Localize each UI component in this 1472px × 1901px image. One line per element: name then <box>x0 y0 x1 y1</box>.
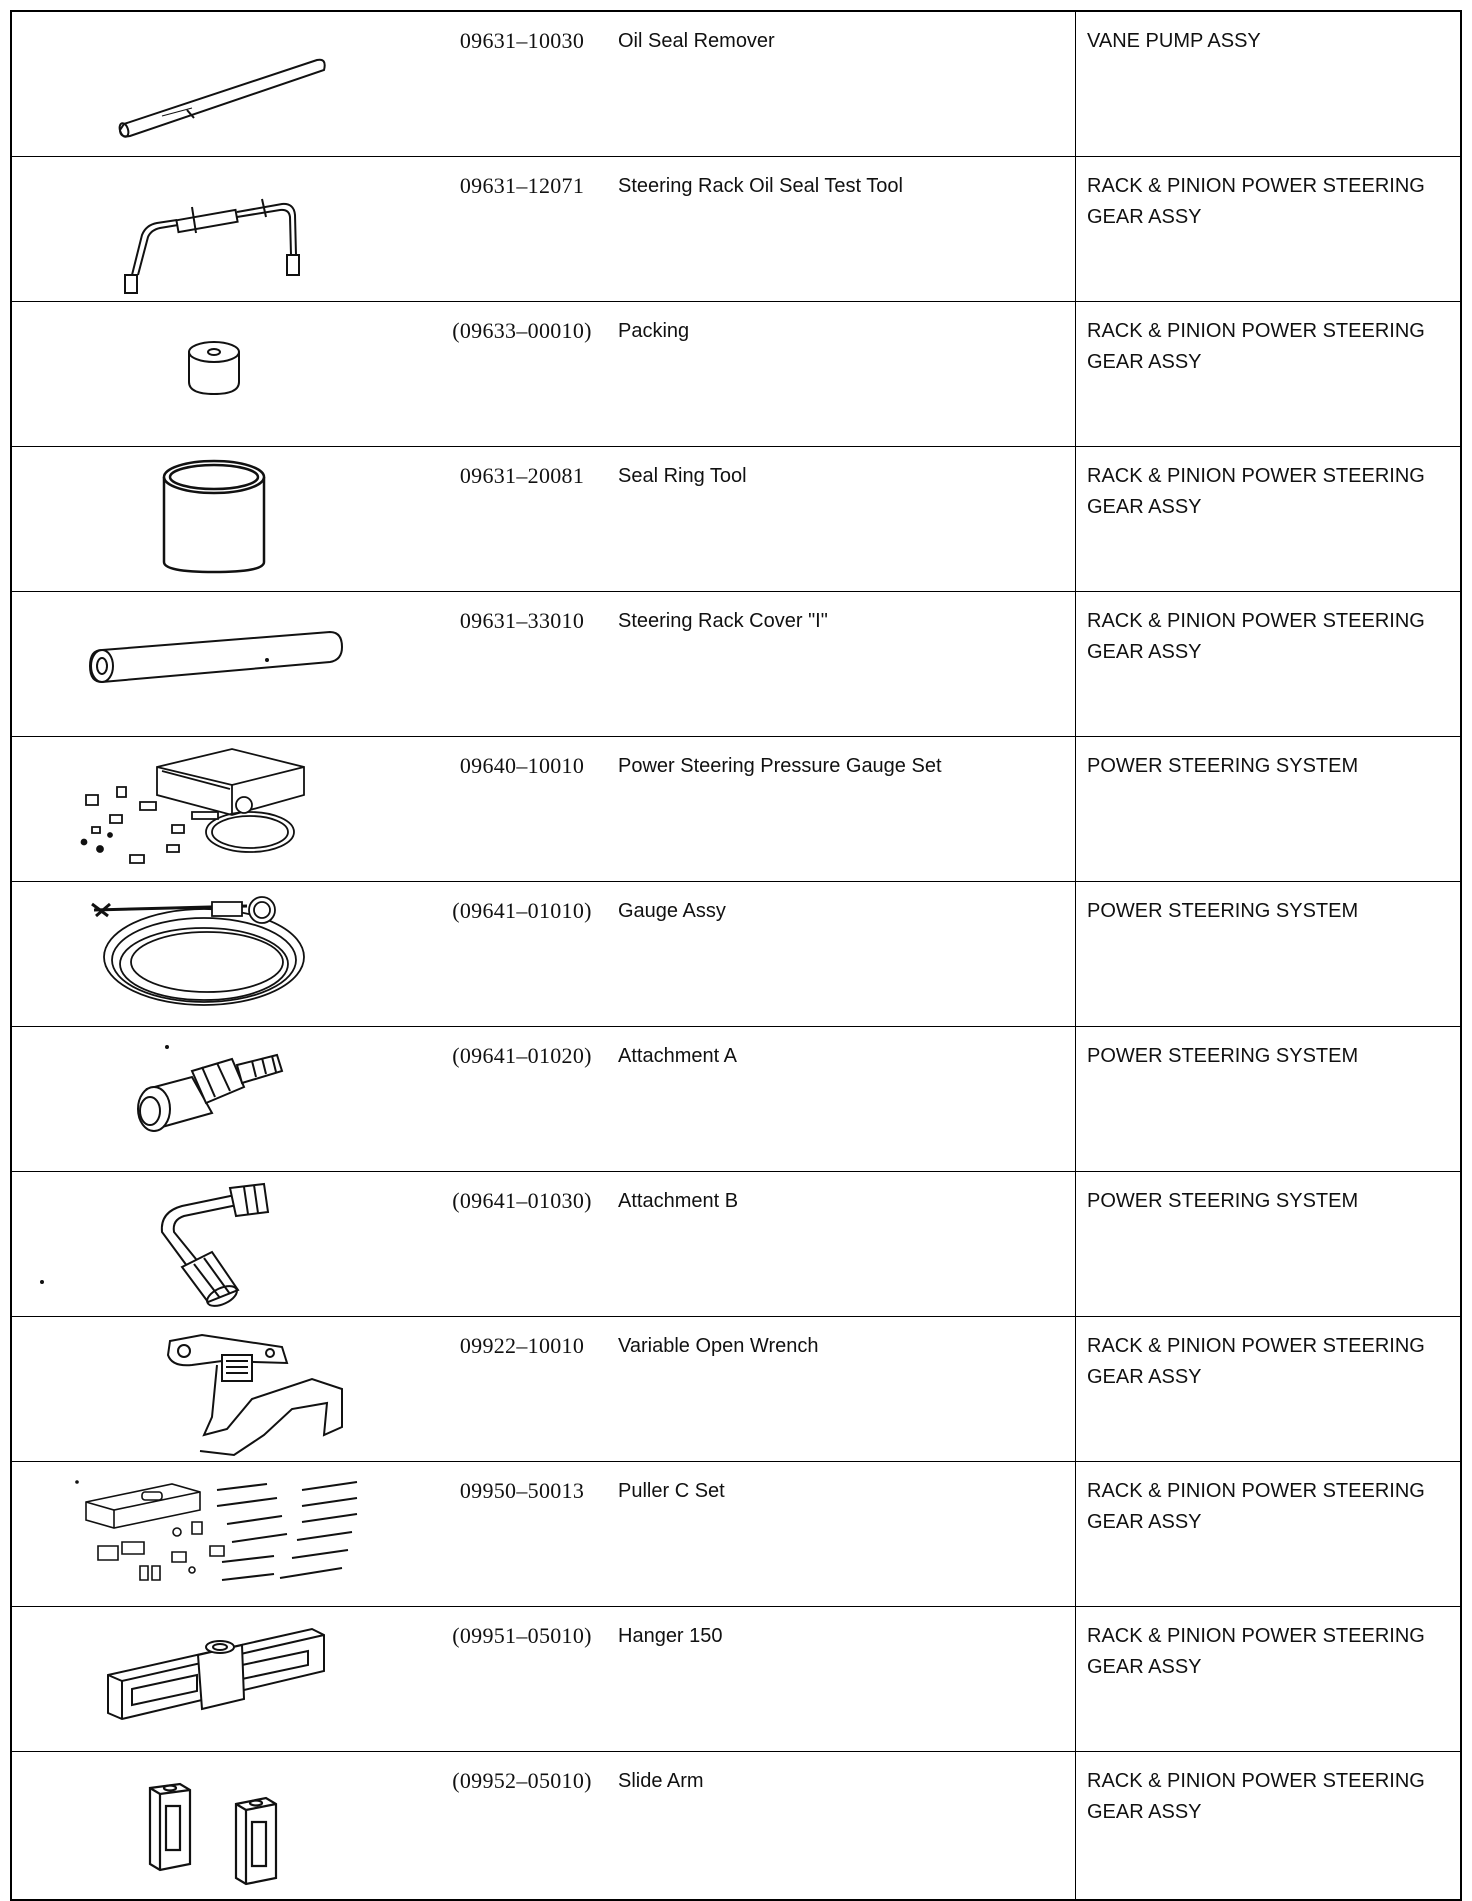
usage-text: RACK & PINION POWER STEERING GEAR ASSY <box>1087 610 1425 663</box>
table-row <box>12 157 1460 302</box>
table-row <box>12 1317 1460 1462</box>
table-row <box>12 1462 1460 1607</box>
oil-seal-remover-drawing <box>12 12 412 157</box>
part-number: (09633–00010) <box>452 318 592 343</box>
column-divider <box>1075 447 1076 591</box>
part-number: (09641–01030) <box>452 1188 592 1213</box>
illustration-cell <box>12 157 412 301</box>
column-divider <box>1075 1317 1076 1461</box>
part-number: 09922–10010 <box>459 1333 585 1358</box>
part-number: 09950–50013 <box>459 1478 585 1503</box>
table-row <box>12 1752 1460 1899</box>
usage-text: RACK & PINION POWER STEERING GEAR ASSY <box>1087 175 1425 228</box>
column-divider <box>1075 592 1076 736</box>
table-row <box>12 12 1460 157</box>
part-number: 09631–12071 <box>459 173 585 198</box>
usage-text: POWER STEERING SYSTEM <box>1087 755 1359 777</box>
part-number: (09641–01020) <box>452 1043 592 1068</box>
usage-text: POWER STEERING SYSTEM <box>1087 900 1359 922</box>
usage-text: RACK & PINION POWER STEERING GEAR ASSY <box>1087 320 1425 373</box>
table-row <box>12 447 1460 592</box>
part-number: 09640–10010 <box>459 753 585 778</box>
tool-name: Variable Open Wrench <box>618 1335 819 1357</box>
illustration-cell <box>12 1752 412 1899</box>
illustration-cell <box>12 302 412 446</box>
wrench-drawing <box>12 1317 412 1462</box>
tool-name: Steering Rack Oil Seal Test Tool <box>618 175 903 197</box>
usage-text: RACK & PINION POWER STEERING GEAR ASSY <box>1087 1770 1425 1823</box>
tool-name: Hanger 150 <box>618 1625 723 1647</box>
column-divider <box>1075 1462 1076 1606</box>
slide-arm-drawing <box>12 1752 412 1897</box>
column-divider <box>1075 737 1076 881</box>
illustration-cell <box>12 447 412 591</box>
tool-name: Slide Arm <box>618 1770 704 1792</box>
attachment-a-drawing <box>12 1027 412 1172</box>
usage-text: POWER STEERING SYSTEM <box>1087 1190 1359 1212</box>
tool-name: Attachment A <box>618 1045 737 1067</box>
packing-drawing <box>12 302 412 447</box>
illustration-cell <box>12 592 412 736</box>
part-number: 09631–33010 <box>459 608 585 633</box>
attachment-b-drawing <box>12 1172 412 1317</box>
column-divider <box>1075 882 1076 1026</box>
table-row <box>12 1027 1460 1172</box>
tool-name: Attachment B <box>618 1190 739 1212</box>
illustration-cell <box>12 1317 412 1461</box>
usage-text: RACK & PINION POWER STEERING GEAR ASSY <box>1087 1335 1425 1388</box>
column-divider <box>1075 12 1076 156</box>
table-row <box>12 1607 1460 1752</box>
table-row <box>12 1172 1460 1317</box>
usage-text: VANE PUMP ASSY <box>1087 30 1261 52</box>
rack-cover-drawing <box>12 592 412 737</box>
column-divider <box>1075 157 1076 301</box>
illustration-cell <box>12 1462 412 1606</box>
gauge-assy-drawing <box>12 882 412 1027</box>
tool-name: Seal Ring Tool <box>618 465 747 487</box>
tool-name: Oil Seal Remover <box>618 30 775 52</box>
column-divider <box>1075 1172 1076 1316</box>
tool-name: Puller C Set <box>618 1480 725 1502</box>
part-number: (09951–05010) <box>452 1623 592 1648</box>
column-divider <box>1075 1607 1076 1751</box>
tool-name: Gauge Assy <box>618 900 726 922</box>
table-row <box>12 592 1460 737</box>
gauge-set-drawing <box>12 737 412 882</box>
sst-table <box>10 10 1462 1901</box>
tool-name: Steering Rack Cover "I" <box>618 610 828 632</box>
puller-set-drawing <box>12 1462 412 1607</box>
illustration-cell <box>12 1027 412 1171</box>
usage-text: RACK & PINION POWER STEERING GEAR ASSY <box>1087 1625 1425 1678</box>
illustration-cell <box>12 12 412 156</box>
column-divider <box>1075 302 1076 446</box>
part-number: 09631–20081 <box>459 463 585 488</box>
usage-text: POWER STEERING SYSTEM <box>1087 1045 1359 1067</box>
illustration-cell <box>12 882 412 1026</box>
seal-ring-tool-drawing <box>12 447 412 592</box>
tool-name: Packing <box>618 320 690 342</box>
usage-text: RACK & PINION POWER STEERING GEAR ASSY <box>1087 1480 1425 1533</box>
part-number: (09641–01010) <box>452 898 592 923</box>
illustration-cell <box>12 1172 412 1316</box>
usage-text: RACK & PINION POWER STEERING GEAR ASSY <box>1087 465 1425 518</box>
illustration-cell <box>12 1607 412 1751</box>
table-row <box>12 882 1460 1027</box>
table-row <box>12 302 1460 447</box>
part-number: 09631–10030 <box>459 28 585 53</box>
column-divider <box>1075 1027 1076 1171</box>
column-divider <box>1075 1752 1076 1899</box>
test-tool-drawing <box>12 157 412 302</box>
table-row <box>12 737 1460 882</box>
part-number: (09952–05010) <box>452 1768 592 1793</box>
tool-name: Power Steering Pressure Gauge Set <box>618 755 942 777</box>
hanger-drawing <box>12 1607 412 1752</box>
illustration-cell <box>12 737 412 881</box>
